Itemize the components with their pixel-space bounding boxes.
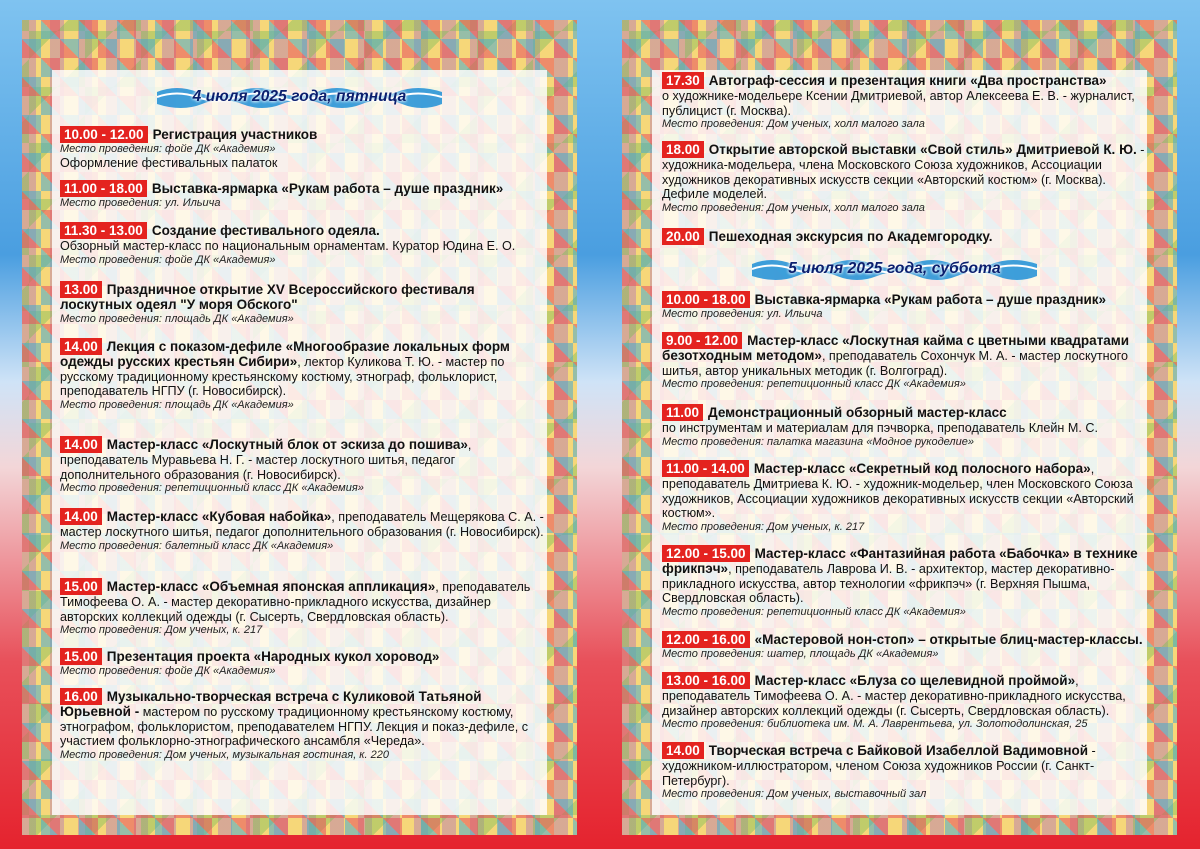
right-page <box>622 20 1177 835</box>
event-time: 15.00 <box>60 648 102 665</box>
event-place: Место проведения: ул. Ильича <box>662 308 823 320</box>
event-place: Место проведения: палатка магазина «Модное рукоделие» <box>662 435 974 448</box>
event-title: Праздничное открытие XV Всероссийского фестиваля лоскутных одеял "У моря Обского" <box>60 282 475 312</box>
event-item <box>662 631 1150 661</box>
event-place: Место проведения: шатер, площадь ДК «Академия» <box>662 648 939 660</box>
event-title: Выставка-ярмарка «Рукам работа – душе праздник» <box>151 181 504 196</box>
event-time: 10.00 - 18.00 <box>662 291 750 308</box>
event-item <box>662 742 1150 801</box>
event-time: 10.00 - 12.00 <box>60 126 148 143</box>
event-title: «Мастеровой нон-стоп» – открытые блиц-мастер-классы. <box>754 632 1143 647</box>
date-heading: 5 июля 2025 года, суббота <box>788 260 1001 277</box>
event-time: 11.00 - 14.00 <box>662 460 749 477</box>
event-place: Место проведения: площадь ДК «Академия» <box>60 398 294 411</box>
event-time: 11.00 - 18.00 <box>60 180 147 197</box>
event-desc: , преподаватель Муравьева Н. Г. - мастер лоскутного шитья, педагог дополнительного образования (г. Новосибирск). <box>60 438 472 482</box>
event-place: Место проведения: репетиционный класс ДК «Академия» <box>60 482 364 495</box>
event-title: Мастер-класс «Лоскутная кайма с цветными квадратами безотходным методом» <box>662 333 1130 363</box>
event-title: Мастер-класс «Объемная японская аппликация» <box>106 579 436 594</box>
event-time: 11.30 - 13.00 <box>60 222 147 239</box>
event-item <box>60 126 550 171</box>
event-place: Место проведения: фойе ДК «Академия» <box>60 143 276 155</box>
event-item <box>60 436 550 495</box>
event-place: Место проведения: Дом ученых, холл малого зала <box>662 118 925 131</box>
event-title: Выставка-ярмарка «Рукам работа – душе праздник» <box>754 292 1107 307</box>
event-desc: - художника-модельера, члена Московского Союза художников, Ассоциации художников декоративных искусств секции «Авторский костюм» (г. Москва). Дефиле моделей. <box>662 143 1145 202</box>
event-time: 18.00 <box>662 141 704 158</box>
event-time: 20.00 <box>662 228 704 245</box>
event-title: Демонстрационный обзорный мастер-класс <box>708 405 1007 420</box>
event-title: Открытие авторской выставки «Свой стиль» Дмитриевой К. Ю. <box>708 142 1137 157</box>
event-desc: , преподаватель Мещерякова С. А. - мастер лоскутного шитья, педагог дополнительного образования (г. Новосибирск). <box>60 510 544 539</box>
event-time: 13.00 <box>60 281 102 298</box>
event-title: Мастер-класс «Кубовая набойка» <box>106 509 332 524</box>
event-place: Место проведения: Дом ученых, холл малого зала <box>662 201 925 214</box>
event-time: 14.00 <box>662 742 704 759</box>
event-time: 14.00 <box>60 338 102 355</box>
event-time: 11.00 <box>662 404 703 421</box>
event-time: 13.00 - 16.00 <box>662 672 750 689</box>
event-item <box>60 508 550 553</box>
date-banner-left <box>157 84 442 110</box>
event-title: Мастер-класс «Лоскутный блок от эскиза до пошива» <box>106 437 468 452</box>
event-item <box>662 228 1150 245</box>
event-desc: , преподаватель Дмитриева К. Ю. - художник-модельер, член Московского Союза художников, Ассоциации художников декоративных искусств секции «Авторский костюм». <box>662 462 1134 521</box>
event-title: Пешеходная экскурсия по Академгородку. <box>708 229 993 244</box>
event-time: 17.30 <box>662 72 704 89</box>
event-time: 14.00 <box>60 436 102 453</box>
event-title: Мастер-класс «Блуза со щелевидной проймой» <box>754 673 1076 688</box>
event-item <box>60 578 550 637</box>
event-time: 16.00 <box>60 688 102 705</box>
event-title: Лекция с показом-дефиле «Многообразие локальных форм одежды русских крестьян Сибири» <box>60 339 510 369</box>
event-item <box>60 180 550 210</box>
event-item <box>662 460 1150 534</box>
event-place: Место проведения: библиотека им. М. А. Лаврентьева, ул. Золотодолинская, 25 <box>662 718 1088 731</box>
event-place: Место проведения: репетиционный класс ДК «Академия» <box>662 605 966 618</box>
event-place: Место проведения: Дом ученых, к. 217 <box>662 520 865 533</box>
event-item <box>60 688 550 762</box>
event-title: Музыкально-творческая встреча с Куликовой Татьяной Юрьевной - <box>60 689 482 719</box>
event-title: Творческая встреча с Байковой Изабеллой Вадимовной <box>708 743 1089 758</box>
event-item <box>662 291 1150 321</box>
date-banner-right <box>752 256 1037 282</box>
event-title: Презентация проекта «Народных кукол хоровод» <box>106 649 440 664</box>
event-place: Место проведения: Дом ученых, к. 217 <box>60 624 263 637</box>
event-item <box>662 404 1150 449</box>
event-time: 12.00 - 15.00 <box>662 545 750 562</box>
event-place: Место проведения: ул. Ильича <box>60 197 221 209</box>
event-time: 9.00 - 12.00 <box>662 332 742 349</box>
event-item <box>60 281 550 326</box>
event-time: 12.00 - 16.00 <box>662 631 750 648</box>
event-place: Место проведения: Дом ученых, музыкальная гостиная, к. 220 <box>60 748 389 761</box>
event-item <box>662 332 1150 391</box>
event-desc: , преподаватель Лаврова И. В. - архитектор, мастер декоративно-прикладного искусства, автор технологии «фрикпэч» (г. Верхняя Пышма, Свердловская область). <box>662 562 1115 606</box>
event-item <box>60 222 550 267</box>
event-title: Создание фестивального одеяла. <box>151 223 380 238</box>
event-item <box>60 338 550 412</box>
event-desc: - художником-иллюстратором, членом Союза художников России (г. Санкт-Петербург). <box>662 744 1096 788</box>
event-time: 15.00 <box>60 578 102 595</box>
event-item <box>60 648 550 678</box>
date-heading: 4 июля 2025 года, пятница <box>192 88 407 105</box>
event-item <box>662 72 1150 131</box>
event-desc: , лектор Куликова Т. Ю. - мастер по русскому традиционному крестьянскому костюму, этнограф, фольклорист, преподаватель НГПУ (г. Новосибирск). <box>60 355 505 399</box>
event-desc: , преподаватель Сохончук М. А. - мастер лоскутного шитья, автор уникальных методик (г. Волгоград). <box>662 349 1128 378</box>
event-place: Место проведения: репетиционный класс ДК «Академия» <box>662 378 966 391</box>
event-place: Место проведения: площадь ДК «Академия» <box>60 312 294 325</box>
event-item <box>662 141 1150 215</box>
event-place: Место проведения: балетный класс ДК «Академия» <box>60 539 334 552</box>
event-desc: о художнике-модельере Ксении Дмитриевой, автор Алексеева Е. В. - журналист, публицист (г. Москва). <box>662 89 1135 118</box>
event-title: Мастер-класс «Фантазийная работа «Бабочка» в технике фрикпэч» <box>662 546 1138 576</box>
event-desc: Обзорный мастер-класс по национальным орнаментам. Куратор Юдина Е. О. <box>60 239 516 253</box>
event-desc: , преподаватель Тимофеева О. А. - мастер декоративно-прикладного искусства, дизайнер авторских коллекций одежды (г. Сысерть, Свердловская область). <box>662 674 1126 718</box>
event-place: Место проведения: Дом ученых, выставочный зал <box>662 788 927 801</box>
event-extra: Оформление фестивальных палаток <box>60 156 278 170</box>
event-title: Мастер-класс «Секретный код полосного набора» <box>753 461 1091 476</box>
left-page <box>22 20 577 835</box>
event-desc: мастером по русскому традиционному крестьянскому костюму, этнографом, фольклористом, преподавателем НГПУ. Лекция и показ-дефиле, с участием фольклорно-этнографического ансамбля «Череда». <box>60 705 528 749</box>
event-place: Место проведения: фойе ДК «Академия» <box>60 253 276 266</box>
event-item <box>662 545 1150 619</box>
event-title: Автограф-сессия и презентация книги «Два пространства» <box>708 73 1107 88</box>
event-time: 14.00 <box>60 508 102 525</box>
event-place: Место проведения: фойе ДК «Академия» <box>60 665 276 677</box>
event-title: Регистрация участников <box>152 127 318 142</box>
event-desc: , преподаватель Тимофеева О. А. - мастер декоративно-прикладного искусства, дизайнер авторских коллекций одежды (г. Сысерть, Свердловская область). <box>60 580 531 624</box>
event-item <box>662 672 1150 731</box>
event-desc: по инструментам и материалам для пэчворка, преподаватель Клейн М. С. <box>662 421 1098 435</box>
